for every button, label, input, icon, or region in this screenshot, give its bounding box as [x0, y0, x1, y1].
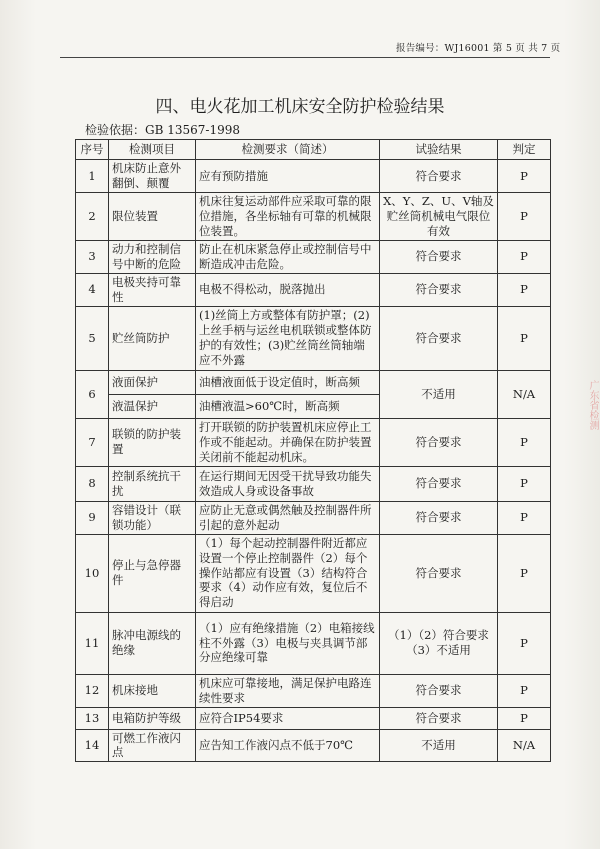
row-verdict: P — [498, 273, 551, 306]
row-result: 符合要求 — [380, 160, 498, 193]
row-verdict: P — [498, 418, 551, 466]
table-row — [76, 160, 551, 193]
row-no: 14 — [76, 729, 109, 762]
row-result: 符合要求 — [380, 240, 498, 273]
row-requirement: 在运行期间无因受干扰导致功能失效造成人身或设备事故 — [196, 466, 380, 501]
row-result — [380, 612, 498, 674]
row-result: 符合要求 — [380, 674, 498, 707]
header-no: 序号 — [76, 140, 109, 160]
row-item: 机床接地 — [109, 674, 196, 707]
row-result: 不适用 — [380, 370, 498, 418]
row-result-part-2: （3）不适用 — [406, 643, 471, 657]
row-requirement: 机床往复运动部件应采取可靠的限位措施，各坐标轴有可靠的机械限位装置。 — [196, 193, 380, 241]
row-verdict: P — [498, 501, 551, 534]
row-requirement: 油槽液面低于设定值时，断高频 — [196, 370, 380, 394]
row-item: 电箱防护等级 — [109, 707, 196, 729]
row-requirement: 应符合IP54要求 — [196, 707, 380, 729]
row-requirement: (1)丝筒上方或整体有防护罩；(2)上丝手柄与运丝电机联锁或整体防护的有效性；(3)贮丝筒丝筒轴端应不外露 — [196, 306, 380, 370]
row-verdict: N/A — [498, 370, 551, 418]
row-no: 10 — [76, 534, 109, 612]
inspection-basis: 检验依据：GB 13567-1998 — [85, 123, 240, 137]
row-verdict: P — [498, 306, 551, 370]
row-item: 停止与急停器件 — [109, 534, 196, 612]
row-no: 13 — [76, 707, 109, 729]
row-result: 不适用 — [380, 729, 498, 762]
header-result: 试验结果 — [380, 140, 498, 160]
row-item: 控制系统抗干扰 — [109, 466, 196, 501]
row-result: 符合要求 — [380, 707, 498, 729]
row-item: 可燃工作液闪点 — [109, 729, 196, 762]
row-result: 符合要求 — [380, 418, 498, 466]
row-no: 9 — [76, 501, 109, 534]
row-result: 符合要求 — [380, 306, 498, 370]
row-no: 2 — [76, 193, 109, 241]
table-row — [76, 612, 551, 674]
table-row — [76, 729, 551, 762]
row-item: 液温保护 — [109, 394, 196, 418]
table-row — [76, 534, 551, 612]
row-no: 7 — [76, 418, 109, 466]
header-rule — [60, 57, 550, 58]
row-requirement: 应有预防措施 — [196, 160, 380, 193]
row-verdict: P — [498, 707, 551, 729]
row-verdict: P — [498, 160, 551, 193]
row-no: 5 — [76, 306, 109, 370]
row-result: 符合要求 — [380, 273, 498, 306]
table-row — [76, 418, 551, 466]
row-verdict: P — [498, 193, 551, 241]
row-item: 联锁的防护装置 — [109, 418, 196, 466]
row-result: 符合要求 — [380, 534, 498, 612]
row-no: 6 — [76, 370, 109, 418]
row-item: 限位装置 — [109, 193, 196, 241]
seal-stamp: 广东省检测 — [587, 380, 598, 430]
row-requirement: 应防止无意或偶然触及控制器件所引起的意外起动 — [196, 501, 380, 534]
row-result: 符合要求 — [380, 466, 498, 501]
row-item: 电极夹持可靠性 — [109, 273, 196, 306]
row-verdict: P — [498, 612, 551, 674]
table-row — [76, 273, 551, 306]
inspection-results-table — [75, 139, 551, 762]
row-result-part-1: （1）（2）符合要求 — [388, 628, 489, 643]
row-item: 动力和控制信号中断的危险 — [109, 240, 196, 273]
row-requirement: 机床应可靠接地，满足保护电路连续性要求 — [196, 674, 380, 707]
row-requirement: （1）应有绝缘措施（2）电箱接线柱不外露（3）电极与夹具调节部分应绝缘可靠 — [196, 612, 380, 674]
row-item: 液面保护 — [109, 370, 196, 394]
row-result: X、Y、Z、U、V轴及贮丝筒机械电气限位有效 — [380, 193, 498, 241]
row-no: 12 — [76, 674, 109, 707]
row-verdict: N/A — [498, 729, 551, 762]
row-requirement: （1）每个起动控制器件附近都应设置一个停止控制器件（2）每个操作站都应有设置（3）结构符合要求（4）动作应有效，复位后不得启动 — [196, 534, 380, 612]
row-verdict: P — [498, 534, 551, 612]
table-row — [76, 370, 551, 394]
row-verdict: P — [498, 466, 551, 501]
row-requirement: 应告知工作液闪点不低于70℃ — [196, 729, 380, 762]
row-item: 机床防止意外翻倒、颠覆 — [109, 160, 196, 193]
table-row — [76, 466, 551, 501]
row-no: 4 — [76, 273, 109, 306]
row-no: 8 — [76, 466, 109, 501]
row-no: 1 — [76, 160, 109, 193]
row-verdict: P — [498, 240, 551, 273]
row-item: 脉冲电源线的绝缘 — [109, 612, 196, 674]
report-number: 报告编号：WJ16001 第 5 页 共 7 页 — [396, 43, 561, 54]
row-requirement: 油槽液温>60℃时，断高频 — [196, 394, 380, 418]
row-no: 11 — [76, 612, 109, 674]
table-row — [76, 674, 551, 707]
table-row — [76, 240, 551, 273]
table-row — [76, 306, 551, 370]
row-requirement: 电极不得松动，脱落抛出 — [196, 273, 380, 306]
row-verdict: P — [498, 674, 551, 707]
row-item: 容错设计（联锁功能） — [109, 501, 196, 534]
row-requirement: 防止在机床紧急停止或控制信号中断造成冲击危险。 — [196, 240, 380, 273]
row-item: 贮丝筒防护 — [109, 306, 196, 370]
header-requirement: 检测要求（简述） — [196, 140, 380, 160]
header-verdict: 判定 — [498, 140, 551, 160]
table-row — [76, 707, 551, 729]
table-row — [76, 193, 551, 241]
row-requirement: 打开联锁的防护装置机床应停止工作或不能起动。并确保在防护装置关闭前不能起动机床。 — [196, 418, 380, 466]
table-row — [76, 501, 551, 534]
section-title: 四、电火花加工机床安全防护检验结果 — [155, 97, 445, 117]
header-item: 检测项目 — [109, 140, 196, 160]
row-no: 3 — [76, 240, 109, 273]
row-result: 符合要求 — [380, 501, 498, 534]
